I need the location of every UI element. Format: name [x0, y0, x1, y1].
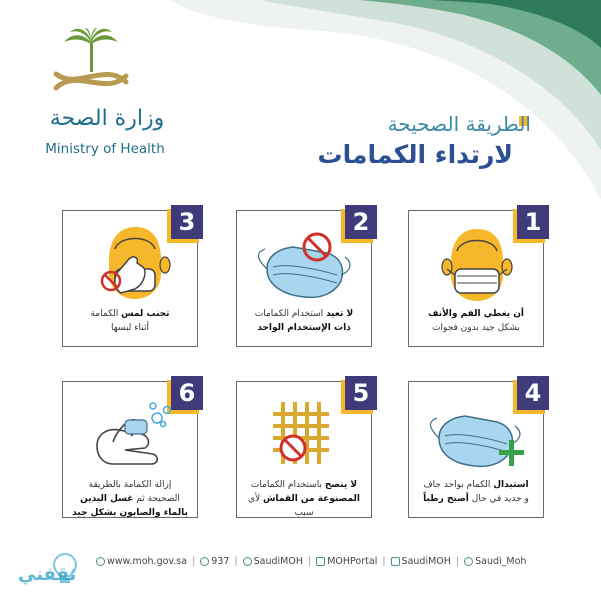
logo-arabic-name: وزارة الصحة: [49, 106, 165, 131]
step-card-2: [236, 210, 372, 347]
footer-youtube[interactable]: MOHPortal: [316, 556, 377, 567]
face-with-mask-icon: [409, 223, 545, 305]
step-number-badge: 1: [517, 205, 549, 239]
step-caption: لا ينصح باستخدام الكمامات المصنوعة من القماش لأي سبب: [247, 480, 361, 518]
watermark: [4, 548, 94, 596]
hand-touching-mask-icon: [63, 223, 199, 305]
fabric-no-use-icon: [237, 394, 373, 476]
step-card-4: [408, 381, 544, 518]
step-caption: لا تعيد استخدام الكمامات ذات الإستخدام الواحد: [254, 309, 354, 333]
step-card-3: [62, 210, 198, 347]
twitter-icon: [243, 557, 252, 566]
snapchat-icon: [464, 557, 473, 566]
step-caption: تجنب لمس الكمامة أثناء لبسها: [90, 309, 170, 333]
step-number-badge: 4: [517, 376, 549, 410]
logo-english-name: Ministry of Health: [45, 141, 165, 157]
step-number-badge: 3: [171, 205, 203, 239]
footer-contacts: www.moh.gov.sa | 937 | SaudiMOH | MOHPortal | SaudiMOH | Saudi_Moh: [96, 556, 516, 567]
footer-instagram[interactable]: SaudiMOH: [391, 556, 451, 567]
step-caption: استبدال الكمام بواحد جاف و جديد في حال أصبح رطباً: [423, 480, 529, 504]
step-number-badge: 2: [345, 205, 377, 239]
moh-logo: [18, 28, 168, 157]
globe-icon: [96, 557, 105, 566]
step-card-1: [408, 210, 544, 347]
instagram-icon: [391, 557, 400, 566]
mask-replace-icon: [409, 394, 545, 476]
youtube-icon: [316, 557, 325, 566]
footer-phone[interactable]: 937: [200, 556, 229, 567]
hand-washing-icon: [63, 394, 199, 476]
footer-twitter[interactable]: SaudiMOH: [243, 556, 303, 567]
step-caption: إزالة الكمامة بالطريقة الصحيحة ثم غسل اليدين بالماء والصابون بشكل جيد: [72, 480, 188, 518]
step-number-badge: 5: [345, 376, 377, 410]
step-caption: أن يغطي الفم والأنف بشكل جيد بدون فجوات: [428, 309, 524, 333]
palm-swords-emblem-icon: [46, 28, 136, 103]
footer-website[interactable]: www.moh.gov.sa: [96, 556, 187, 567]
footer-snapchat[interactable]: Saudi_Moh: [464, 556, 526, 567]
page-title-line1: الطريقة الصحيحة: [387, 112, 531, 136]
mask-no-reuse-icon: [237, 223, 373, 305]
watermark-text: ثقفني: [18, 564, 77, 585]
step-number-badge: 6: [171, 376, 203, 410]
step-card-6: [62, 381, 198, 518]
step-card-5: [236, 381, 372, 518]
page-title-line2: لارتداء الكمامات: [317, 140, 513, 169]
phone-icon: [200, 557, 209, 566]
